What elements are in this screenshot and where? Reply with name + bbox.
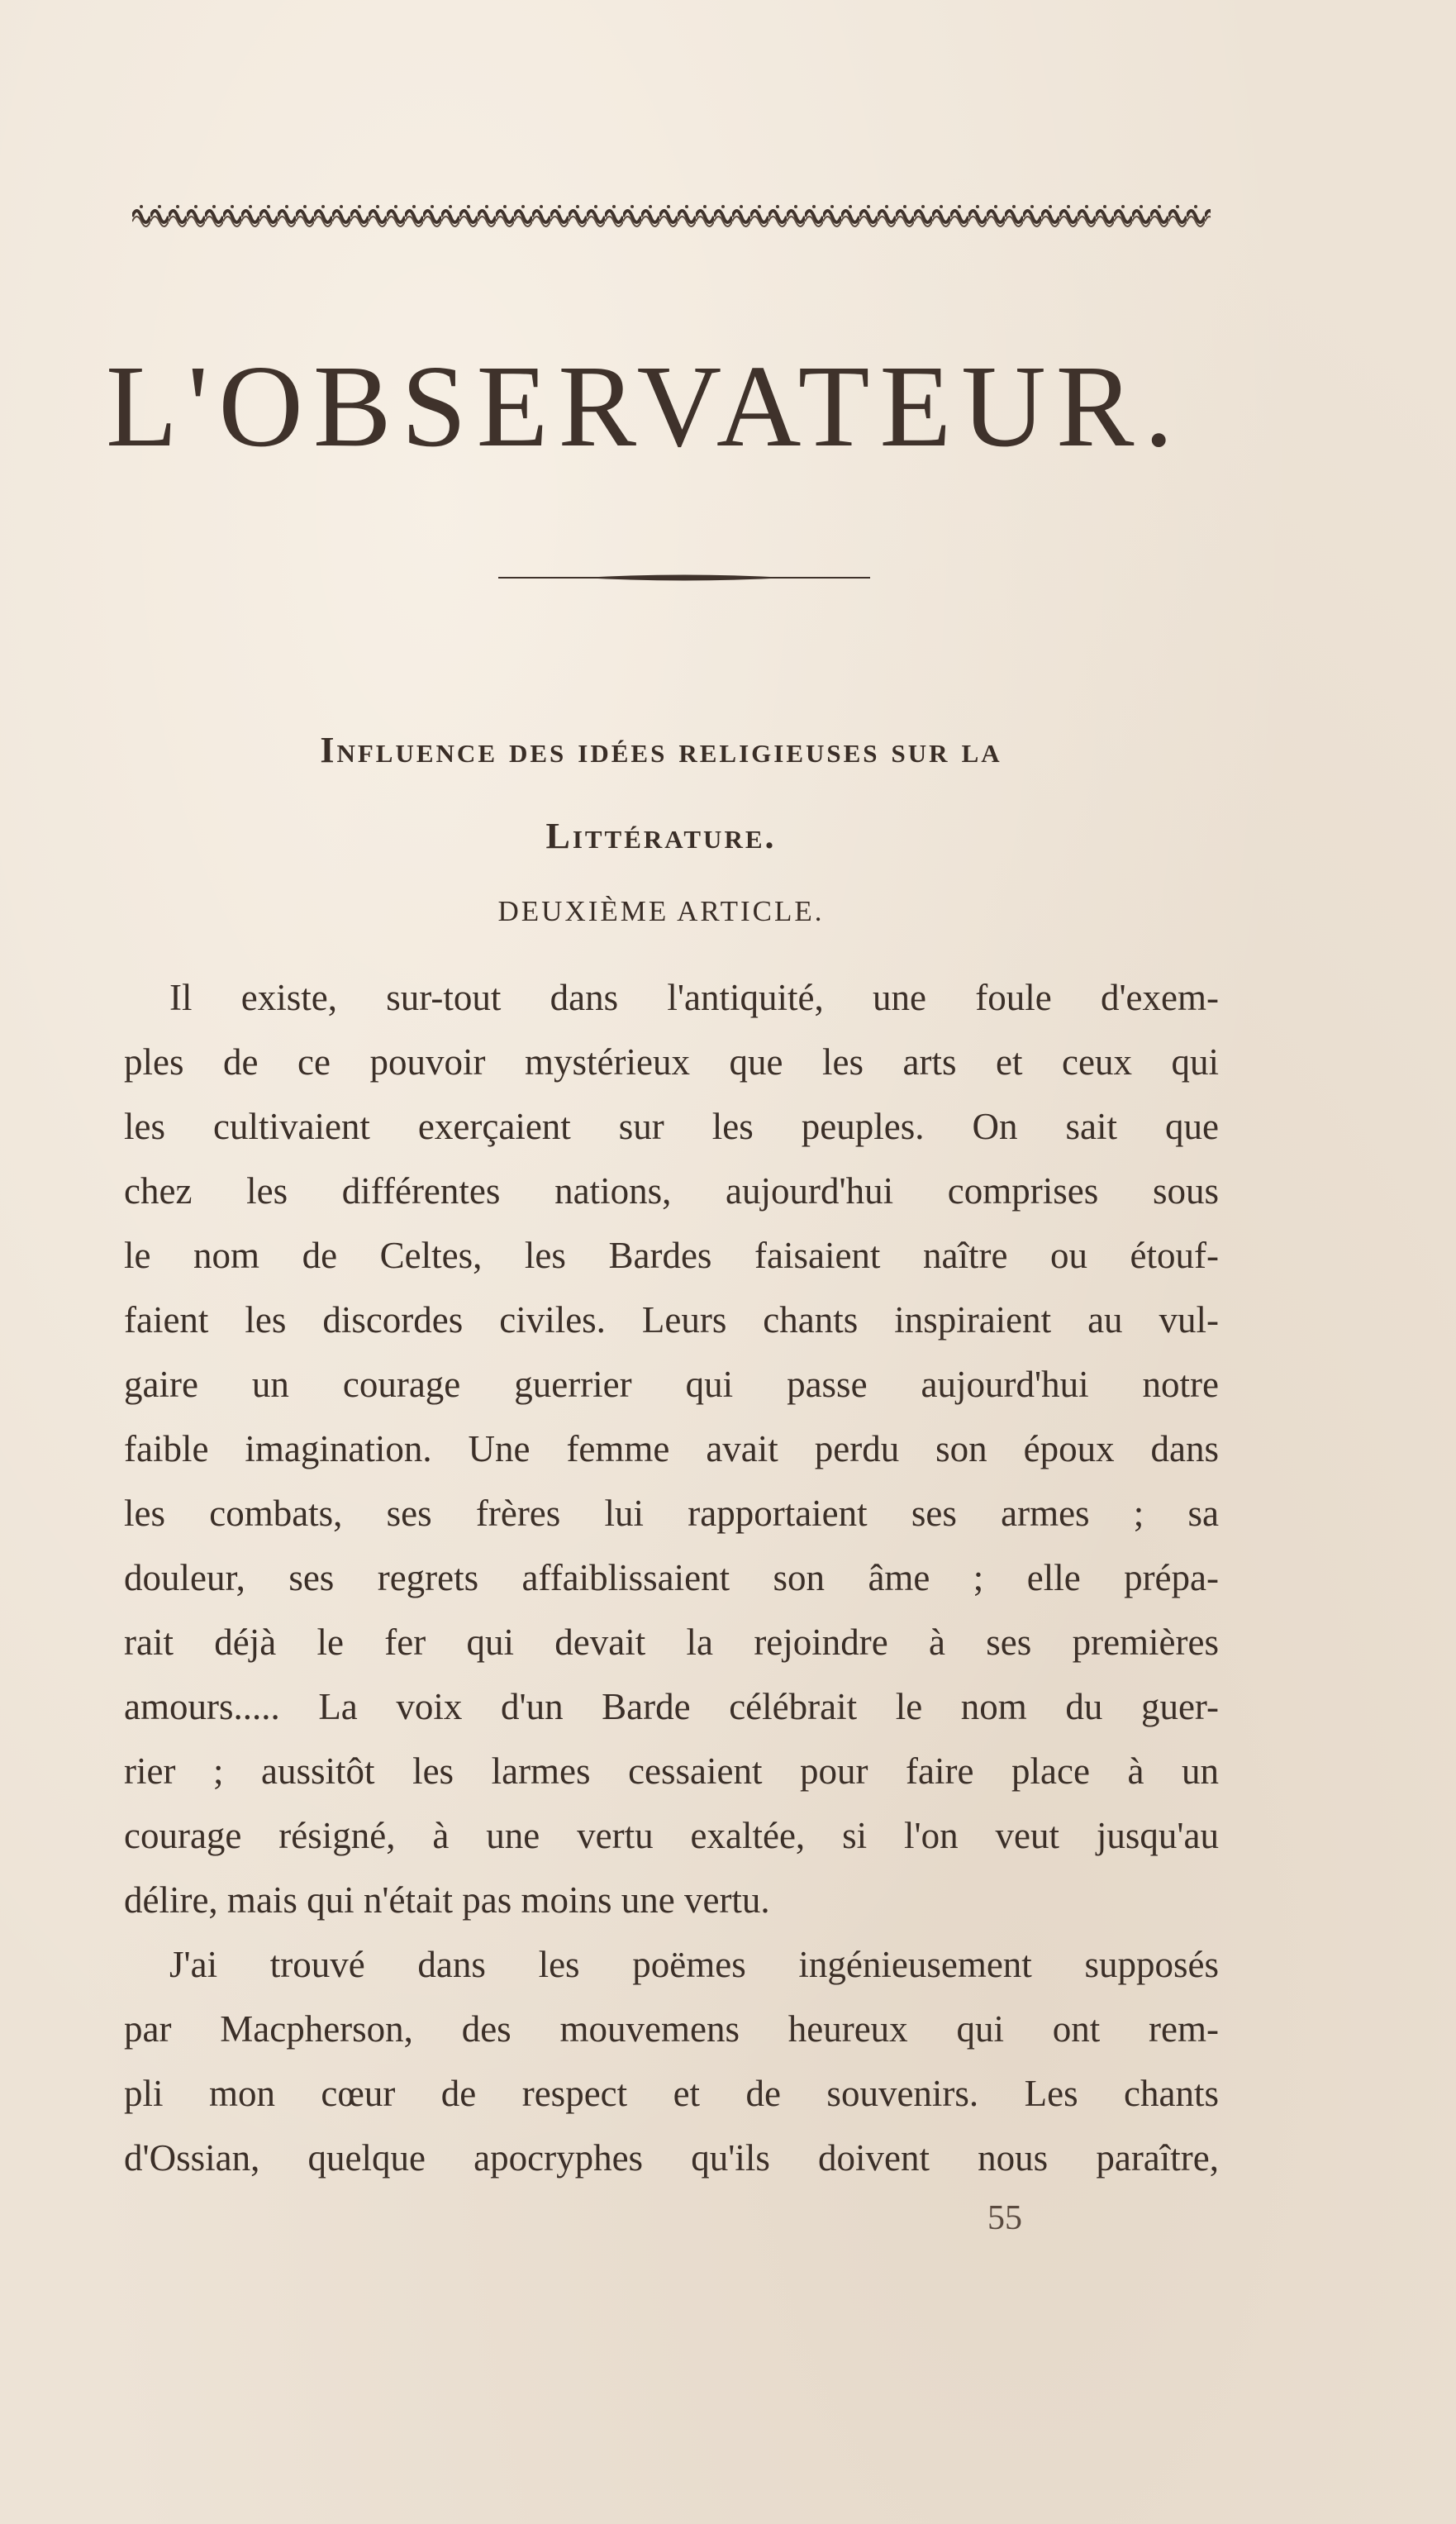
decorative-rule [498, 574, 870, 582]
page-number: 55 [987, 2199, 1022, 2237]
text-line: chez les différentes nations, aujourd'hui comprises sous [124, 1170, 1219, 1212]
text-line: par Macpherson, des mouvemens heureux qui ont rem- [124, 2008, 1219, 2050]
text-line: les cultivaient exerçaient sur les peuples. On sait que [124, 1106, 1219, 1147]
text-line: rait déjà le fer qui devait la rejoindre à ses premières [124, 1622, 1219, 1663]
masthead-title: L'OBSERVATEUR. [106, 341, 1183, 471]
article-body [124, 965, 1219, 2190]
text-line: J'ai trouvé dans les poëmes ingénieusement supposés [169, 1944, 1219, 1985]
text-line: amours..... La voix d'un Barde célébrait le nom du guer- [124, 1686, 1219, 1727]
text-line: les combats, ses frères lui rapportaient ses armes ; sa [124, 1493, 1219, 1534]
text-line: courage résigné, à une vertu exaltée, si l'on veut jusqu'au [124, 1815, 1219, 1856]
text-line: le nom de Celtes, les Bardes faisaient naître ou étouf- [124, 1235, 1219, 1276]
text-line: faible imagination. Une femme avait perdu son époux dans [124, 1428, 1219, 1469]
article-number-label: DEUXIÈME ARTICLE. [497, 895, 825, 927]
text-line: gaire un courage guerrier qui passe aujourd'hui notre [124, 1364, 1219, 1405]
text-line: Il existe, sur-tout dans l'antiquité, une foule d'exem- [169, 977, 1219, 1018]
text-line: d'Ossian, quelque apocryphes qu'ils doivent nous paraître, [124, 2137, 1219, 2179]
text-line: douleur, ses regrets affaiblissaient son âme ; elle prépa- [124, 1557, 1219, 1598]
text-line: rier ; aussitôt les larmes cessaient pour faire place à un [124, 1750, 1219, 1792]
text-line: pli mon cœur de respect et de souvenirs. Les chants [124, 2073, 1219, 2114]
text-line: délire, mais qui n'était pas moins une vertu. [124, 1879, 770, 1921]
text-line: ples de ce pouvoir mystérieux que les arts et ceux qui [124, 1041, 1219, 1083]
headline-line-2: Littérature. [545, 816, 777, 856]
headline-line-1: Influence des idées religieuses sur la [320, 730, 1002, 770]
article-headline [116, 707, 1206, 879]
ornamental-border [132, 197, 1211, 230]
text-line: faient les discordes civiles. Leurs chants inspiraient au vul- [124, 1299, 1219, 1341]
